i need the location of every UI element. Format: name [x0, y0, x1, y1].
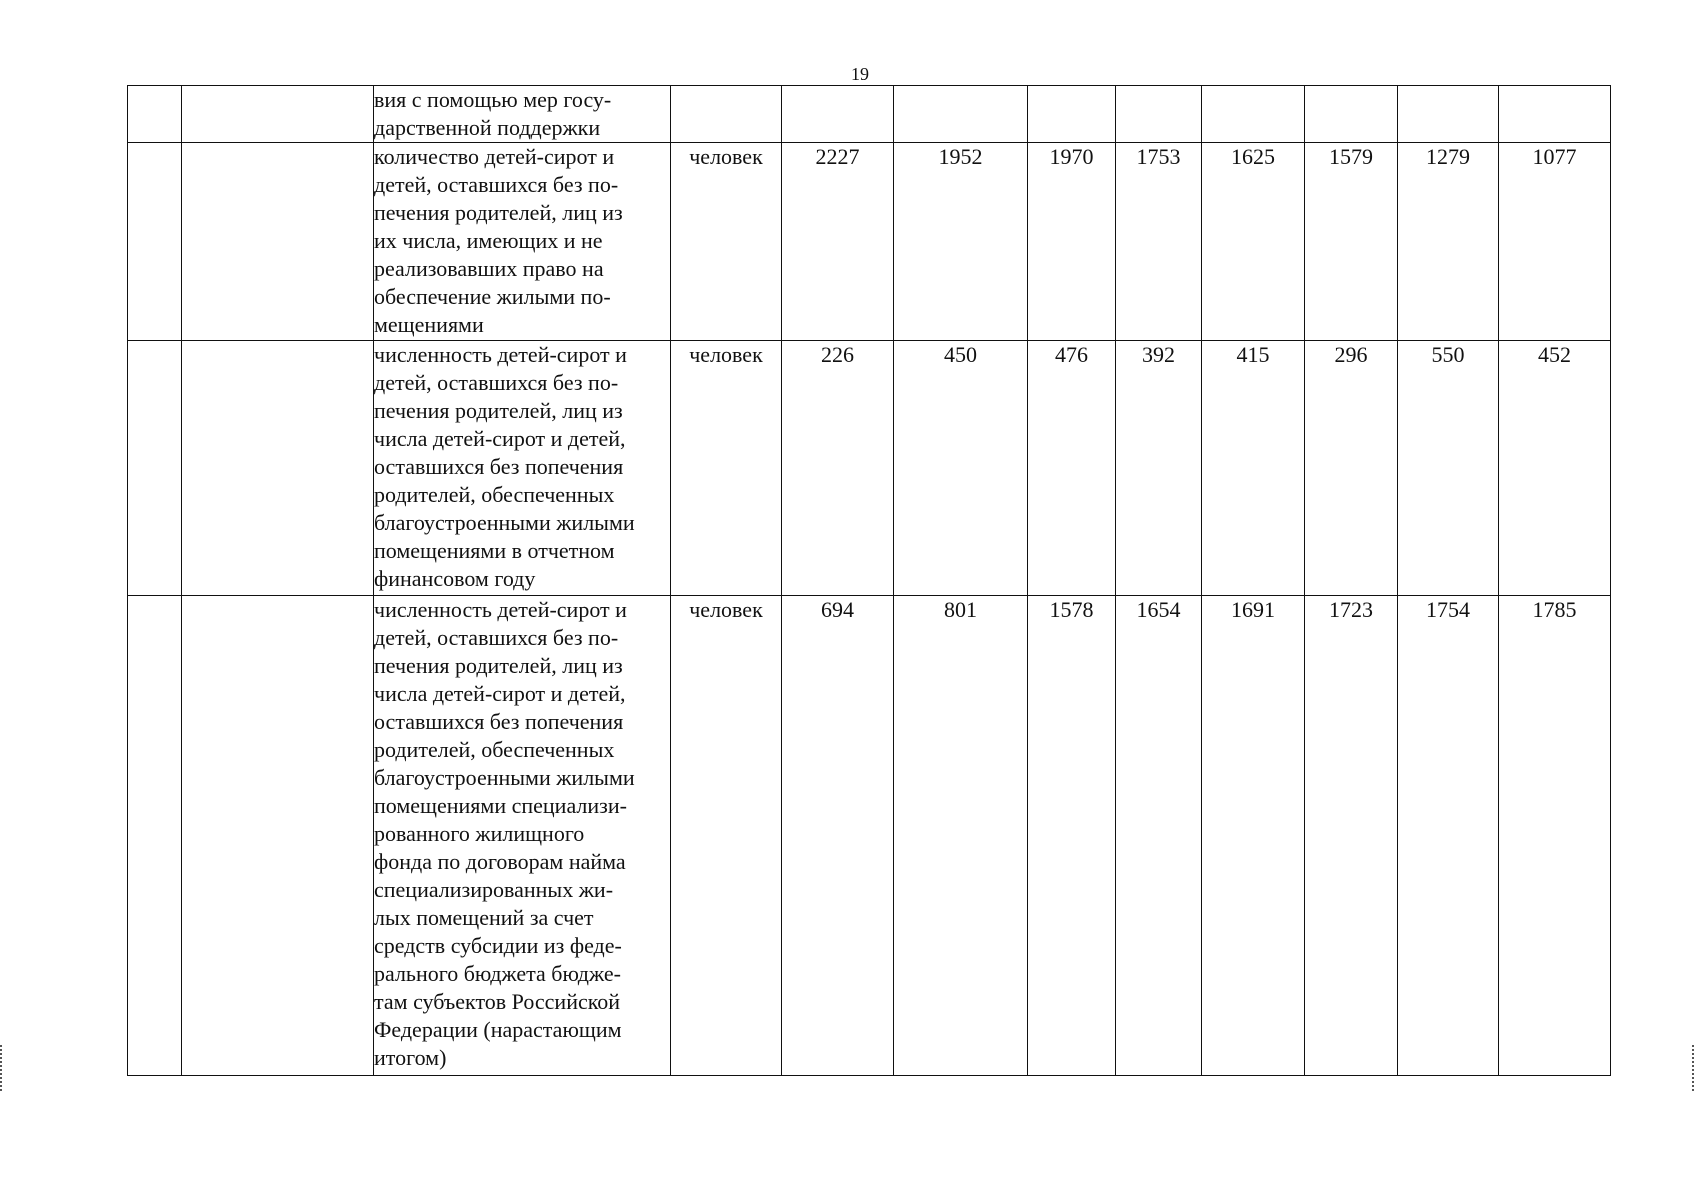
number-cell [128, 86, 182, 143]
unit-cell [671, 86, 782, 143]
indicators-table [127, 85, 1611, 1076]
value-cell [894, 86, 1028, 143]
indicator-description: вия с помощью мер госу- дарственной поддержки [374, 86, 671, 143]
value-cell: 1753 [1116, 143, 1202, 341]
value-cell: 2227 [782, 143, 894, 341]
value-cell: 1952 [894, 143, 1028, 341]
table-row [128, 596, 1611, 1076]
indicator-description: количество детей-сирот и детей, оставшихся без по- печения родителей, лиц из их числа, имеющих и не реализовавших право на обеспечение жилыми по- мещениями [374, 143, 671, 341]
value-cell [1499, 86, 1611, 143]
table-row [128, 143, 1611, 341]
value-cell [1305, 86, 1398, 143]
scan-edge-mark [0, 1045, 6, 1091]
indicator-description: численность детей-сирот и детей, оставшихся без по- печения родителей, лиц из числа детей-сирот и детей, оставшихся без попечения родителей, обеспеченных благоустроенными жилыми помещениями в отчетном финансовом году [374, 341, 671, 596]
number-cell [128, 596, 182, 1076]
number-cell [128, 143, 182, 341]
table-row [128, 86, 1611, 143]
value-cell: 296 [1305, 341, 1398, 596]
value-cell: 1723 [1305, 596, 1398, 1076]
value-cell: 1077 [1499, 143, 1611, 341]
goal-cell [182, 143, 374, 341]
value-cell: 226 [782, 341, 894, 596]
table-row [128, 341, 1611, 596]
value-cell: 415 [1202, 341, 1305, 596]
value-cell: 1625 [1202, 143, 1305, 341]
value-cell: 1654 [1116, 596, 1202, 1076]
value-cell: 392 [1116, 341, 1202, 596]
value-cell: 1970 [1028, 143, 1116, 341]
indicator-description: численность детей-сирот и детей, оставшихся без по- печения родителей, лиц из числа детей-сирот и детей, оставшихся без попечения родителей, обеспеченных благоустроенными жилыми помещениями специализи- рованного жилищного фонда по договорам найма специализированных жи- лых помещений за счет средств субсидии из феде- рального бюджета бюдже- там субъектов Российской Федерации (нарастающим итогом) [374, 596, 671, 1076]
value-cell [1116, 86, 1202, 143]
goal-cell [182, 341, 374, 596]
value-cell [1028, 86, 1116, 143]
value-cell: 476 [1028, 341, 1116, 596]
value-cell: 694 [782, 596, 894, 1076]
page-number: 19 [851, 64, 869, 84]
scan-edge-mark [1692, 1045, 1697, 1091]
goal-cell [182, 86, 374, 143]
value-cell: 1691 [1202, 596, 1305, 1076]
value-cell: 550 [1398, 341, 1499, 596]
value-cell: 1279 [1398, 143, 1499, 341]
value-cell [782, 86, 894, 143]
value-cell: 1754 [1398, 596, 1499, 1076]
value-cell: 450 [894, 341, 1028, 596]
unit-cell: человек [671, 341, 782, 596]
value-cell: 1579 [1305, 143, 1398, 341]
unit-cell: человек [671, 596, 782, 1076]
goal-cell [182, 596, 374, 1076]
value-cell: 801 [894, 596, 1028, 1076]
value-cell: 1578 [1028, 596, 1116, 1076]
value-cell: 452 [1499, 341, 1611, 596]
value-cell [1202, 86, 1305, 143]
unit-cell: человек [671, 143, 782, 341]
value-cell: 1785 [1499, 596, 1611, 1076]
value-cell [1398, 86, 1499, 143]
number-cell [128, 341, 182, 596]
